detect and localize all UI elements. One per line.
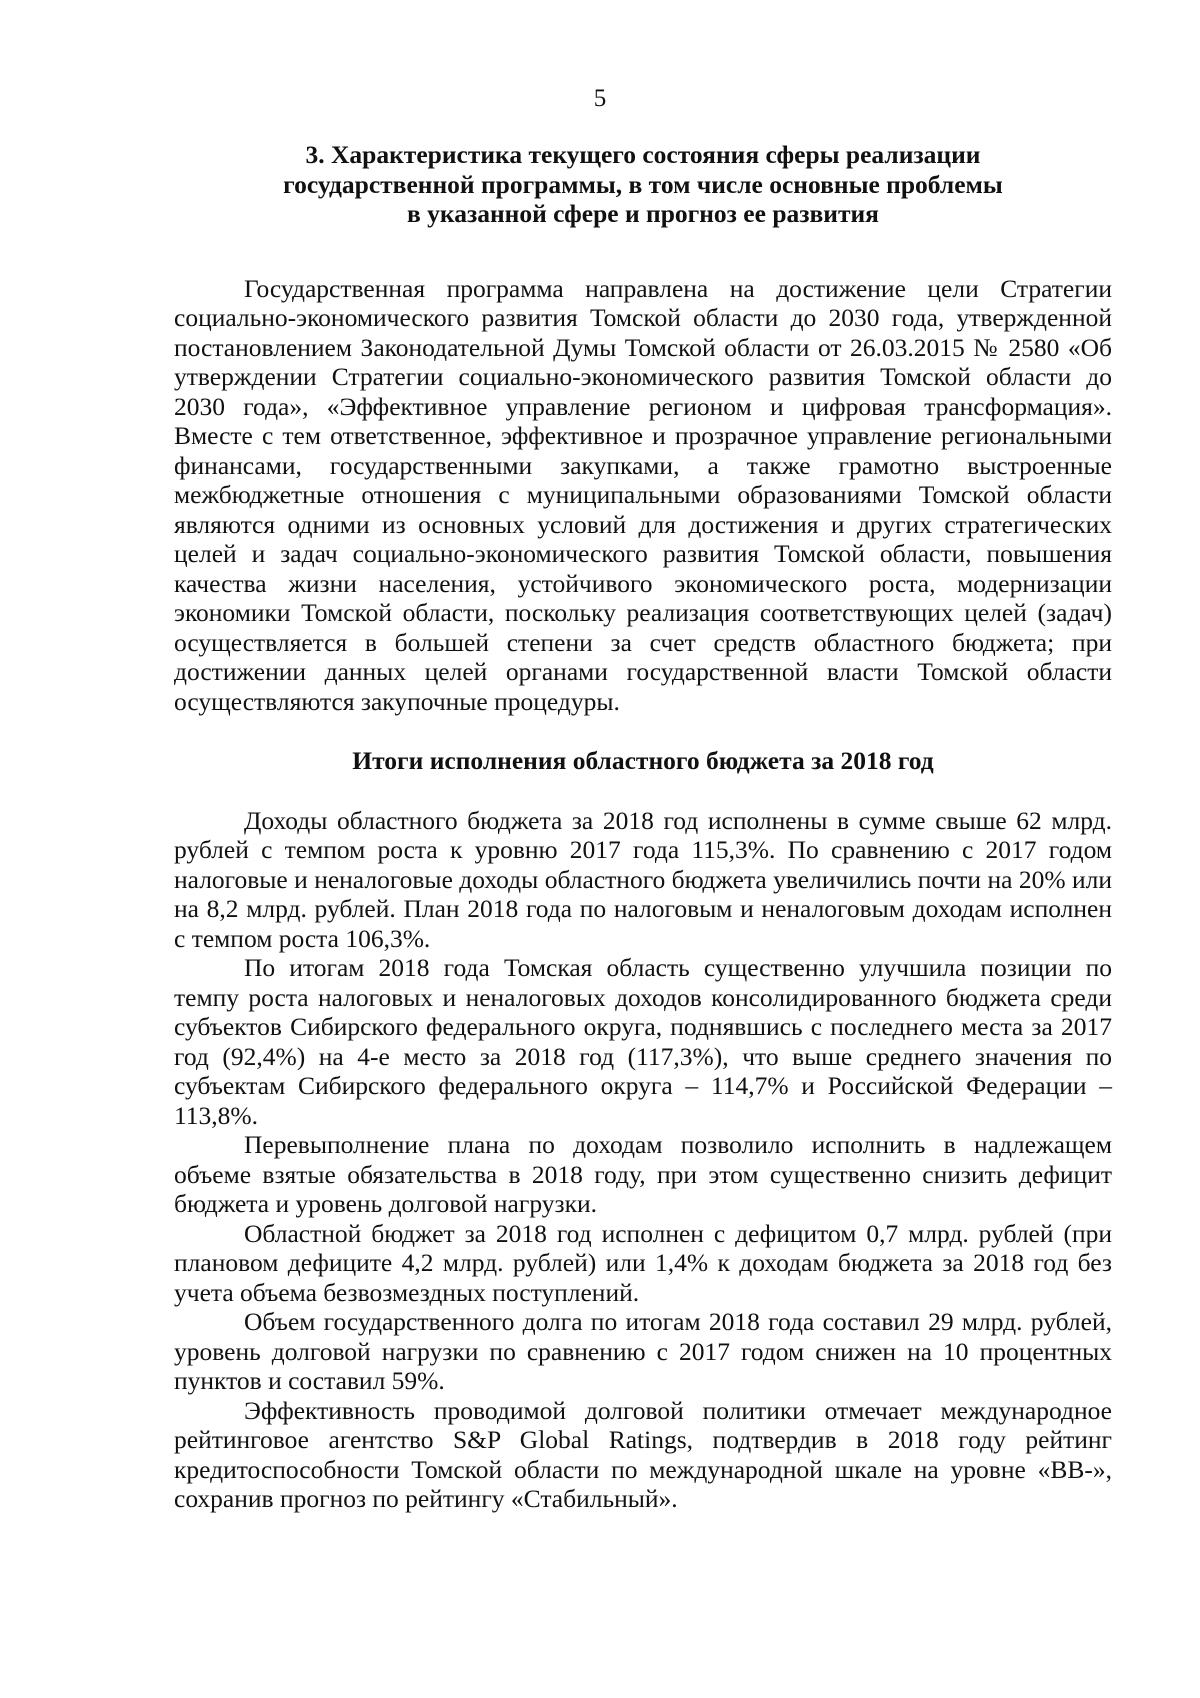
paragraph-rating: Эффективность проводимой долговой политики отмечает международное рейтинговое агентство S&P Global Ratings, подтвердив в 2018 году рейтинг кредитоспособности Томской области по международной шкале на уровне «BB-», сохранив прогноз по рейтингу «Стабильный». <box>174 1395 1112 1513</box>
paragraph-ranking: По итогам 2018 года Томская область существенно улучшила позиции по темпу роста налоговых и неналоговых доходов консолидированного бюджета среди субъектов Сибирского федерального округа, поднявшись с последнего места за 2017 год (92,4%) на 4-е место за 2018 год (117,3%), что выше среднего значения по субъектам Сибирского федерального округа – 114,7% и Российской Федерации – 113,8%. <box>174 953 1112 1130</box>
paragraph-deficit: Областной бюджет за 2018 год исполнен с дефицитом 0,7 млрд. рублей (при плановом дефиците 4,2 млрд. рублей) или 1,4% к доходам бюджета за 2018 год без учета объема безвозмездных поступлений. <box>174 1218 1112 1307</box>
section-heading-line-1: 3. Характеристика текущего состояния сферы реализации <box>305 140 981 169</box>
section-heading-line-3: в указанной сфере и прогноз ее развития <box>407 199 879 228</box>
paragraph-revenue: Доходы областного бюджета за 2018 год исполнены в сумме свыше 62 млрд. рублей с темпом роста к уровню 2017 года 115,3%. По сравнению с 2017 годом налоговые и неналоговые доходы областного бюджета увеличились почти на 20% или на 8,2 млрд. рублей. План 2018 года по налоговым и неналоговым доходам исполнен с темпом роста 106,3%. <box>174 805 1112 953</box>
paragraph-debt: Объем государственного долга по итогам 2018 года составил 29 млрд. рублей, уровень долговой нагрузки по сравнению с 2017 годом снижен на 10 процентных пунктов и составил 59%. <box>174 1307 1112 1395</box>
intro-paragraph: Государственная программа направлена на достижение цели Стратегии социально-экономического развития Томской области до 2030 года, утвержденной постановлением Законодательной Думы Томской области от 26.03.2015 № 2580 «Об утверждении Стратегии социально-экономического развития Томской области до 2030 года», «Эффективное управление регионом и цифровая трансформация». Вместе с тем ответственное, эффективное и прозрачное управление региональными финансами, государственными закупками, а также грамотно выстроенные межбюджетные отношения с муниципальными образованиями Томской области являются одними из основных условий для достижения и других стратегических целей и задач социально-экономического развития Томской области, повышения качества жизни населения, устойчивого экономического роста, модернизации экономики Томской области, поскольку реализация соответствующих целей (задач) осуществляется в большей степени за счет средств областного бюджета; при достижении данных целей органами государственной власти Томской области осуществляются закупочные процедуры. <box>174 273 1112 716</box>
page-number: 5 <box>593 85 607 112</box>
section-heading <box>174 140 1112 229</box>
paragraph-obligations: Перевыполнение плана по доходам позволило исполнить в надлежащем объеме взятые обязательства в 2018 году, при этом существенно снизить дефицит бюджета и уровень долговой нагрузки. <box>174 1130 1112 1218</box>
subsection-heading: Итоги исполнения областного бюджета за 2018 год <box>352 746 934 775</box>
section-heading-line-2: государственной программы, в том числе основные проблемы <box>283 169 1003 199</box>
document-content <box>174 140 1112 1514</box>
